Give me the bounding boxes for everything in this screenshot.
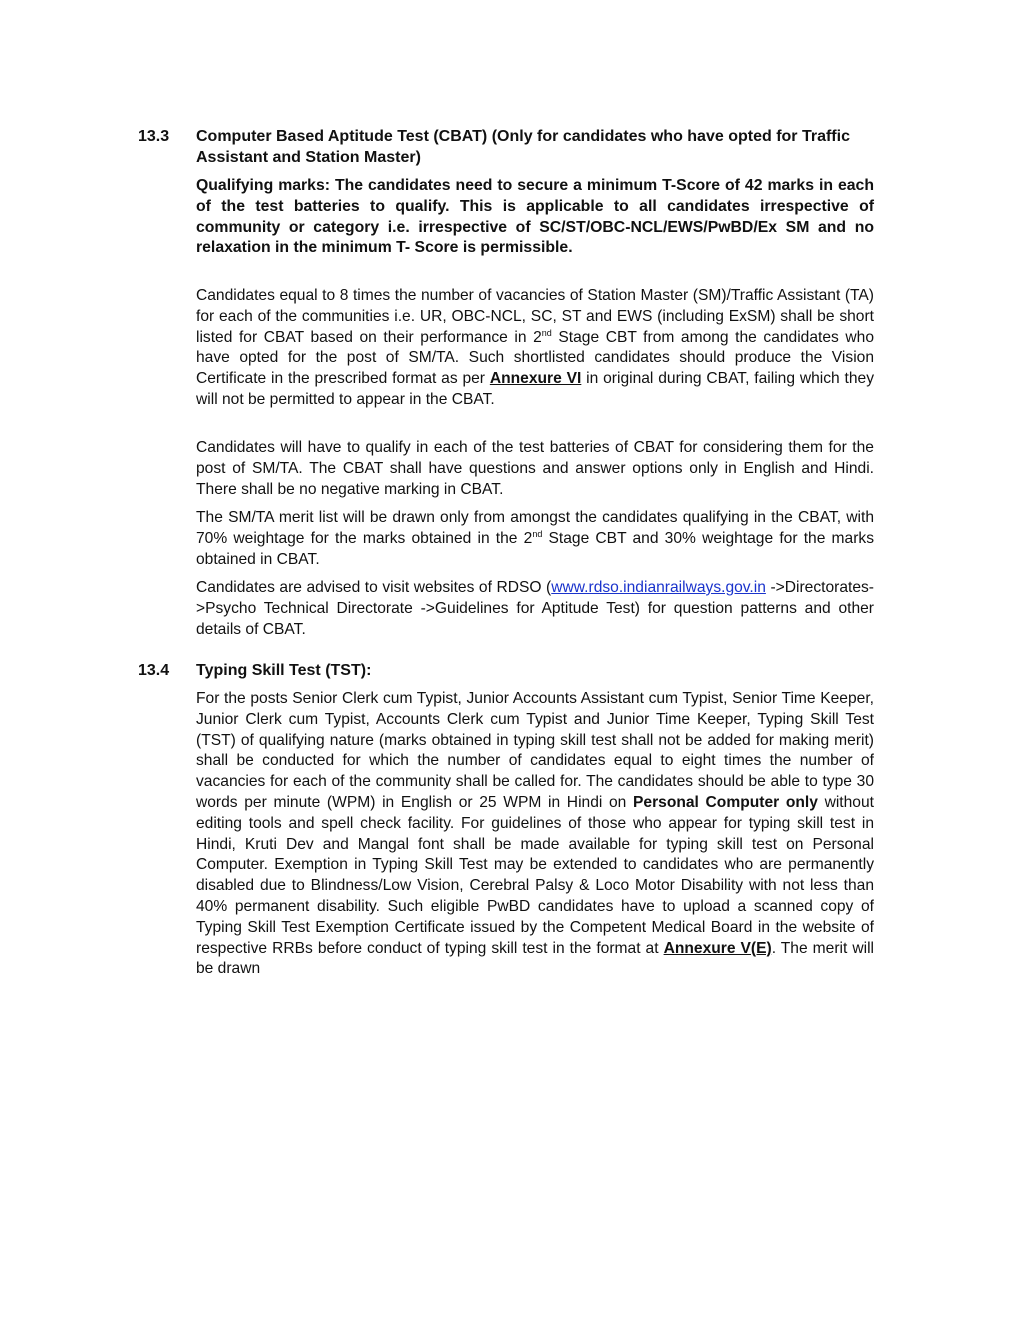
merit-list-paragraph [196, 508, 874, 570]
typing-skill-paragraph [196, 689, 874, 980]
text-run: Stage CBT and 30% weightage for the marks obtained in CBAT. [196, 529, 874, 568]
section-title: Typing Skill Test (TST): [196, 662, 372, 679]
bold-text: Personal Computer only [633, 793, 818, 811]
shortlisting-paragraph [196, 286, 874, 411]
qualifying-marks-paragraph: Qualifying marks: The candidates need to secure a minimum T-Score of 42 marks in each of the test batteries to qualify. This is applicable to all candidates irrespective of community or category i.e. irrespective of SC/ST/OBC-NCL/EWS/PwBD/Ex SM and no relaxation in the minimum T- Score is permissible. [196, 177, 874, 257]
text-run: For the posts Senior Clerk cum Typist, Junior Accounts Assistant cum Typist, Senior Time Keeper, Junior Clerk cum Typist, Accounts Clerk cum Typist and Junior Time Keeper, Typing Skill Test (TST) of qualifying nature (marks obtained in typing skill test shall not be added for making merit) shall be conducted for which the number of candidates equal to eight times the number of vacancies for each of the community shall be called for. The candidates should be able to type 30 words per minute (WPM) in English or 25 WPM in Hindi on [196, 690, 874, 811]
section-number: 13.3 [138, 128, 170, 145]
text-run: without editing tools and spell check facility. For guidelines of those who appear for typing skill test in Hindi, Kruti Dev and Mangal font shall be made available for typing skill test on Personal Computer. Exemption in Typing Skill Test may be extended to candidates who are permanently disabled due to Blindness/Low Vision, Cerebral Palsy & Loco Motor Disability with not less than 40% permanent disability. Such eligible PwBD candidates have to upload a scanned copy of Typing Skill Test Exemption Certificate issued by the Competent Medical Board in the website of respective RRBs before conduct of typing skill test in the format at [196, 793, 874, 957]
text-run: Candidates equal to 8 times the number of vacancies of Station Master (SM)/Traffic Assistant (TA) for each of the communities i.e. UR, OBC-NCL, SC, ST and EWS (including ExSM) shall be short listed for CBAT based on their performance in 2 [196, 287, 874, 346]
text-run: The SM/TA merit list will be drawn only from amongst the candidates qualifying in the CBAT, with 70% weightage for the marks obtained in the 2 [196, 509, 874, 547]
text-run: ->Directorates->Psycho Technical Directorate ->Guidelines for Aptitude Test) for question patterns and other details of CBAT. [196, 579, 874, 638]
text-run: Stage CBT from among the candidates who have opted for the post of SM/TA. Such shortlisted candidates should produce the Vision Certificate in the prescribed format as per [196, 328, 874, 388]
text-run: in original during CBAT, failing which they will not be permitted to appear in the CBAT. [196, 370, 875, 408]
superscript: nd [541, 327, 552, 338]
text-run: Candidates are advised to visit websites of RDSO ( [196, 579, 552, 596]
section-number: 13.4 [138, 662, 170, 679]
rdso-website-link[interactable]: www.rdso.indianrailways.gov.in [551, 579, 766, 596]
superscript: nd [532, 528, 543, 539]
text-run: . The merit will be drawn [196, 939, 874, 978]
section-title: Computer Based Aptitude Test (CBAT) (Only for candidates who have opted for Traffic Assistant and Station Master) [196, 128, 850, 166]
annexure-ve-link[interactable]: Annexure V(E) [663, 939, 772, 957]
rdso-paragraph [196, 578, 874, 640]
annexure-vi-link[interactable]: Annexure VI [489, 370, 582, 388]
qualify-batteries-paragraph: Candidates will have to qualify in each of the test batteries of CBAT for considering them for the post of SM/TA. The CBAT shall have questions and answer options only in English and Hindi. There shall be no negative marking in CBAT. [196, 439, 874, 498]
